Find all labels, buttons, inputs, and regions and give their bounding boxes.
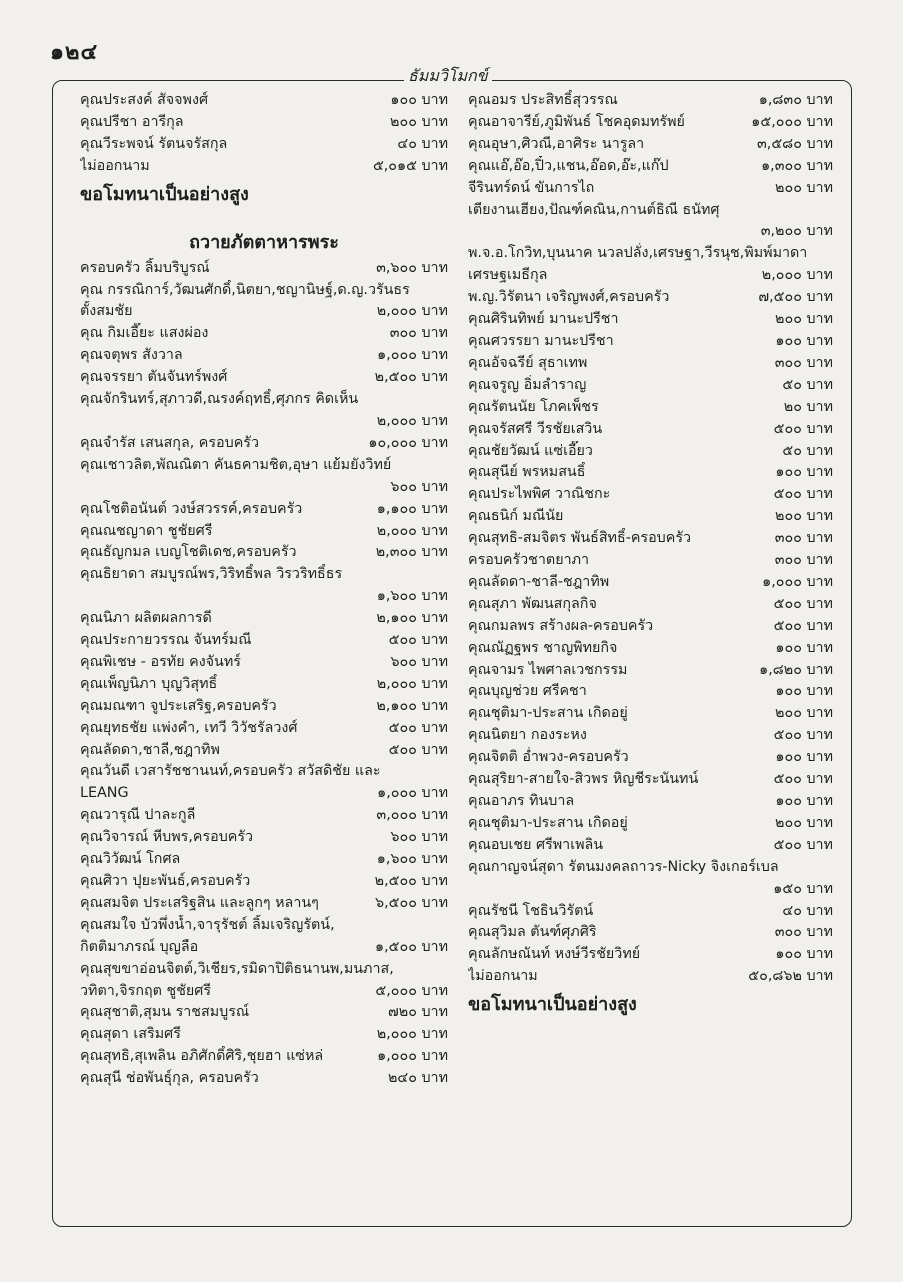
donor-row [468, 681, 833, 703]
donation-amount: ๒๐๐ บาท [775, 814, 833, 831]
donation-amount: ๓๐๐ บาท [774, 924, 833, 941]
donor-row [468, 90, 833, 112]
donor-row [80, 1024, 448, 1046]
donor-entry [468, 200, 833, 244]
donation-amount: ๕๐๐ บาท [773, 420, 833, 437]
donor-row [468, 703, 833, 725]
donation-amount: ๑,๕๐๐ บาท [375, 938, 448, 955]
donor-row [80, 630, 448, 652]
donation-amount: ๑๐๐ บาท [775, 793, 833, 809]
donation-amount: ๑๐๐ บาท [390, 92, 448, 108]
donation-amount: ๕๐ บาท [782, 442, 833, 459]
donation-amount: ๑,๖๐๐ บาท [376, 588, 448, 605]
donor-name: คุณวิวัฒน์ โกศล [80, 851, 181, 868]
donor-name: คุณจิตติ อ่ำพวง-ครอบครัว [468, 749, 629, 766]
donor-name: คุณณชญาดา ชูชัยศรี [80, 522, 213, 539]
donation-amount: ๒,๐๐๐ บาท [761, 267, 833, 284]
donation-amount: ๔๐ บาท [397, 135, 448, 152]
donor-row [468, 134, 833, 156]
donation-amount: ๒๐๐ บาท [775, 508, 833, 525]
donor-row [80, 608, 448, 630]
donor-row [468, 747, 833, 769]
donor-name: คุณสุดา เสริมศรี [80, 1026, 181, 1043]
donation-amount: ๕๐๐ บาท [773, 727, 833, 744]
donor-name: คุณเชาวลิต,พัณณิตา คันธคามชิต,อุษา แย้มยังวิทย์ [80, 456, 392, 473]
donor-name: เศรษฐเมธีกุล [468, 267, 548, 284]
donor-row [468, 178, 833, 200]
donor-name: คุณสมใจ บัวพึ่งน้ำ,จารุรัชต์ ลิ้มเจริญรัตน์, [80, 916, 335, 933]
donation-amount: ๓๐๐ บาท [774, 530, 833, 547]
donor-name: คุณสุขขาอ่อนจิตต์,วิเชียร,รมิดาปิติธนานพ,มนภาส, [80, 960, 394, 977]
left-column [80, 90, 448, 1090]
donor-row [80, 783, 448, 805]
donation-amount: ๒,๓๐๐ บาท [375, 544, 448, 561]
donor-row [468, 397, 833, 419]
donor-row [80, 849, 448, 871]
donor-row [80, 367, 448, 389]
donor-row [80, 521, 448, 543]
donor-name: คุณอาจารีย์,ภูมิพันธ์ โชคอุดมทรัพย์ [468, 113, 685, 130]
donor-name: คุณสุนี ช่อพันธุ์กุล, ครอบครัว [80, 1070, 259, 1087]
page-number: ๑๒๔ [50, 40, 99, 65]
donor-row [80, 156, 448, 178]
donor-name: คุณลัดดา,ชาลี,ชฎาทิพ [80, 741, 220, 758]
donor-name: คุณศิรินทิพย์ มานะปรีชา [468, 311, 619, 328]
donation-amount: ๕๐๐ บาท [773, 595, 833, 612]
section-heading: ถวายภัตตาหารพระ [189, 231, 339, 253]
donor-row [80, 981, 448, 1003]
donation-amount: ๓๐๐ บาท [774, 354, 833, 371]
donor-entry [80, 761, 448, 805]
donation-amount: ๗,๕๐๐ บาท [758, 289, 833, 306]
donor-name: คุณศวรรยา มานะปรีชา [468, 332, 614, 349]
donor-name: พ.จ.อ.โกวิท,บุนนาค นวลปลั่ง,เศรษฐา,วีรนุช,พิมพ์มาดา [468, 245, 808, 262]
donation-amount: ๓,๖๐๐ บาท [376, 259, 448, 276]
donor-entry [80, 280, 448, 324]
donor-row [468, 944, 833, 966]
donation-amount: ๒๐๐ บาท [775, 179, 833, 196]
donor-row [468, 265, 833, 287]
donation-amount: ๒,๕๐๐ บาท [374, 369, 448, 386]
donor-row [468, 725, 833, 747]
donor-row [80, 1046, 448, 1068]
donation-amount: ๑๐๐ บาท [775, 946, 833, 963]
donor-row [468, 287, 833, 309]
donation-amount: ๒,๐๐๐ บาท [376, 1026, 448, 1043]
donor-name: คุณประกายวรรณ จันทร์มณี [80, 632, 252, 649]
donor-name: LEANG [80, 785, 129, 802]
donation-amount: ๑๕,๐๐๐ บาท [751, 113, 833, 130]
donor-name: คุณสุนีย์ พรหมสนธิ์ [468, 464, 586, 481]
donor-name: คุณจำรัส เสนสกุล, ครอบครัว [80, 434, 259, 451]
donor-row [468, 462, 833, 484]
donation-amount: ๓,๕๘๐ บาท [757, 135, 833, 152]
donor-name: คุณสมจิต ประเสริฐสิน และลูกๆ หลานๆ [80, 894, 319, 911]
donor-name: คุณวารุณี ปาละกูลี [80, 807, 196, 824]
donor-row [80, 499, 448, 521]
donation-amount: ๑,๘๓๐ บาท [758, 92, 833, 108]
donation-amount: ๑๐๐ บาท [775, 639, 833, 656]
donor-name: กิตติมาภรณ์ บุญลือ [80, 938, 199, 955]
donation-amount: ๒,๑๐๐ บาท [376, 610, 448, 627]
donor-row [468, 419, 833, 441]
donation-amount: ๑๐๐ บาท [775, 683, 833, 700]
donation-amount: ๑๕๐ บาท [773, 880, 833, 897]
donor-entry [468, 243, 833, 287]
donor-row [80, 652, 448, 674]
donor-name: ครอบครัว ลิ้มบริบูรณ์ [80, 259, 210, 276]
donor-entry [80, 915, 448, 959]
donor-row [468, 901, 833, 923]
right-column [468, 90, 833, 1020]
donation-amount: ๗๒๐ บาท [388, 1004, 448, 1021]
donation-amount: ๒,๐๐๐ บาท [376, 675, 448, 692]
donor-name: คุณประสงค์ สัจจพงศ์ [80, 92, 209, 108]
donor-row [468, 375, 833, 397]
donor-row [468, 572, 833, 594]
donor-name: คุณอุษา,ศิวณี,อาศิระ นารูลา [468, 135, 645, 152]
donation-amount: ๑,๘๒๐ บาท [759, 661, 833, 678]
donation-amount: ๓๐๐ บาท [389, 325, 448, 342]
donor-name: คุณนิตยา กองระหง [468, 727, 587, 744]
donation-amount: ๒,๑๐๐ บาท [376, 697, 448, 714]
thanks-heading: ขอโมทนาเป็นอย่างสูง [80, 183, 249, 205]
donor-row [468, 791, 833, 813]
donation-amount: ๕๐ บาท [782, 376, 833, 393]
donor-entry [80, 959, 448, 1003]
donor-name: คุณอาภร ทินบาล [468, 793, 575, 809]
donation-amount: ๔๐ บาท [782, 902, 833, 919]
donation-amount: ๓,๒๐๐ บาท [760, 223, 833, 240]
donor-name: พ.ญ.วิรัตนา เจริญพงศ์,ครอบครัว [468, 289, 670, 306]
donor-name: คุณกาญจน์สุดา รัตนมงคลถาวร-Nicky จิงเกอร์เบล [468, 858, 779, 875]
donation-amount: ๑,๐๐๐ บาท [377, 347, 448, 364]
donor-name: คุณประไพพิศ วาณิชกะ [468, 486, 611, 503]
donor-name: คุณสุวิมล ตันฑ์ศุภศิริ [468, 924, 597, 941]
donation-amount: ๑,๐๐๐ บาท [377, 1048, 448, 1065]
header-title: ธัมมวิโมกข์ [404, 64, 492, 89]
donor-name: คุณธัญกมล เบญโชติเดช,ครอบครัว [80, 544, 297, 561]
donation-amount: ๒๐๐ บาท [775, 311, 833, 328]
donor-name: คุณแอ๊,อ๊อ,ปิ๋ว,แชน,อ๊อด,อ๊ะ,แก๊ป [468, 157, 669, 174]
donor-name: คุณจักรินทร์,สุภาวดี,ณรงค์ฤทธิ์,ศุภกร คิดเห็น [80, 391, 359, 408]
donor-name: คุณธิยาดา สมบูรณ์พร,วิริทธิ์พล วิรวริทธิ์ธร [80, 566, 343, 583]
donation-amount: ๑๐๐ บาท [775, 464, 833, 481]
donor-row [80, 1002, 448, 1024]
donation-amount: ๑๐,๐๐๐ บาท [368, 434, 448, 451]
donor-row [80, 134, 448, 156]
donor-name: คุณปรีชา อารีกุล [80, 113, 184, 130]
donor-name: ไม่ออกนาม [468, 968, 538, 985]
donor-name: คุณสุชาติ,สุมน ราชสมบูรณ์ [80, 1004, 250, 1021]
donor-row [80, 301, 448, 323]
donor-row [468, 506, 833, 528]
donation-amount: ๑,๑๐๐ บาท [376, 500, 448, 517]
donor-name: คุณอบเชย ศรีพาเพลิน [468, 836, 604, 853]
donor-entry [80, 389, 448, 433]
donor-row [80, 871, 448, 893]
donor-name: คุณสุทธิ-สมจิตร พันธ์สิทธิ์-ครอบครัว [468, 530, 692, 547]
donor-row [468, 550, 833, 572]
donation-amount: ๖๐๐ บาท [390, 653, 448, 670]
donor-name: วทิตา,จิรกฤต ชูชัยศรี [80, 982, 212, 999]
donor-name: คุณเพ็ญนิภา บุญวิสุทธิ์ [80, 675, 218, 692]
donor-name: คุณวิจารณ์ หีบพร,ครอบครัว [80, 829, 254, 846]
donation-amount: ๒,๐๐๐ บาท [376, 412, 448, 429]
donation-amount: ๕๐๐ บาท [773, 486, 833, 503]
donation-amount: ๕๐๐ บาท [773, 836, 833, 853]
donor-name: คุณโชติอนันต์ วงษ์สวรรค์,ครอบครัว [80, 500, 303, 517]
donor-row [468, 484, 833, 506]
donor-row [80, 345, 448, 367]
donor-row [80, 90, 448, 112]
donor-row [80, 433, 448, 455]
donor-row [468, 528, 833, 550]
donor-name: เตียงานเฮียง,ปัณฑ์คณิน,กานต์ธิณี ธนัทศุ [468, 201, 720, 218]
donor-name: คุณกมลพร สร้างผล-ครอบครัว [468, 617, 654, 634]
donation-amount: ๓,๐๐๐ บาท [376, 807, 448, 824]
donation-amount: ๑๐๐ บาท [775, 749, 833, 766]
donation-amount: ๒,๐๐๐ บาท [376, 303, 448, 320]
donor-name: คุณอัจฉรีย์ สุธาเทพ [468, 354, 588, 371]
donor-name: คุณจรูญ อิ่มลำราญ [468, 376, 587, 393]
donor-name: คุณจามร ไพศาลเวชกรรม [468, 661, 628, 678]
donor-row [468, 594, 833, 616]
donor-name: คุณมณฑา จูประเสริฐ,ครอบครัว [80, 697, 277, 714]
donor-row [468, 156, 833, 178]
donor-name: ครอบครัวชาตยาภา [468, 552, 590, 569]
donor-row [468, 769, 833, 791]
donor-entry [468, 857, 833, 901]
donor-name: คุณ กิมเอี๊ยะ แสงผ่อง [80, 325, 209, 342]
donor-name: คุณบุญช่วย ศรีคชา [468, 683, 587, 700]
donation-amount: ๕๐,๘๖๒ บาท [748, 968, 833, 985]
donation-amount: ๑,๖๐๐ บาท [376, 851, 448, 868]
donation-amount: ๒๐ บาท [783, 398, 833, 415]
donation-amount: ๕๐๐ บาท [773, 617, 833, 634]
donation-amount: ๕๐๐ บาท [773, 771, 833, 788]
donor-name: คุณชุติมา-ประสาน เกิดอยู่ [468, 814, 628, 831]
donor-name: คุณจตุพร สังวาล [80, 347, 183, 364]
donor-entry [80, 455, 448, 499]
donor-row [468, 331, 833, 353]
donor-name: คุณจรัสศรี วีรชัยเสวิน [468, 420, 603, 437]
donor-name: คุณสุทธิ,สุเพลิน อภิศักดิ์ศิริ,ชุยฮา แซ่หล่ [80, 1048, 324, 1065]
donation-amount: ๕๐๐ บาท [388, 741, 448, 758]
donor-row [468, 813, 833, 835]
donor-row [468, 441, 833, 463]
donor-row [80, 893, 448, 915]
donor-row [80, 696, 448, 718]
donation-amount: ๑,๐๐๐ บาท [762, 573, 833, 590]
donor-name: คุณชุติมา-ประสาน เกิดอยู่ [468, 705, 628, 722]
donor-name: คุณลัดดา-ชาลี-ชฎาทิพ [468, 573, 610, 590]
donor-row [468, 835, 833, 857]
donation-amount: ๕,๐๐๐ บาท [375, 982, 448, 999]
donor-name: ไม่ออกนาม [80, 157, 150, 174]
donor-name: คุณสุริยา-สายใจ-สิวพร หิญชีระนันทน์ [468, 771, 699, 788]
donor-row [80, 258, 448, 280]
donor-row [468, 309, 833, 331]
donor-row [468, 966, 833, 988]
donation-amount: ๑,๓๐๐ บาท [761, 157, 833, 174]
donation-amount: ๑๐๐ บาท [775, 332, 833, 349]
donor-row [80, 805, 448, 827]
donor-row [80, 323, 448, 345]
donor-row [468, 638, 833, 660]
donation-amount: ๒,๐๐๐ บาท [376, 522, 448, 539]
donor-row [80, 542, 448, 564]
donation-amount: ๖๐๐ บาท [390, 829, 448, 846]
donor-entry [80, 564, 448, 608]
donor-row [80, 112, 448, 134]
donor-row [468, 616, 833, 638]
donor-name: คุณรัตนนัย โภคเพ็ชร [468, 398, 599, 415]
donor-name: คุณรัชนี โชธินวิรัตน์ [468, 902, 594, 919]
donation-amount: ๕๐๐ บาท [388, 719, 448, 736]
donation-amount: ๕,๐๑๕ บาท [372, 157, 448, 174]
donation-amount: ๖,๕๐๐ บาท [375, 894, 448, 911]
thanks-heading: ขอโมทนาเป็นอย่างสูง [468, 994, 637, 1016]
donor-row [468, 353, 833, 375]
donor-name: คุณวีระพจน์ รัตนจรัสกุล [80, 135, 228, 152]
donor-name: คุณพิเชษ - อรทัย คงจันทร์ [80, 653, 241, 670]
donor-name: คุณณัฏฐพร ชาญพิทยกิจ [468, 639, 618, 656]
donor-row [468, 660, 833, 682]
donor-name: คุณธนิก์ มณีนัย [468, 508, 564, 525]
donation-amount: ๒๐๐ บาท [390, 113, 448, 130]
donor-name: คุณยุทธชัย แพ่งคำ, เทวี วิวัชรัลวงศ์ [80, 719, 298, 736]
donor-row [80, 1068, 448, 1090]
donation-amount: ๒๔๐ บาท [387, 1070, 448, 1087]
donor-row [80, 674, 448, 696]
donor-name: คุณชัยวัฒน์ แซ่เอี๊ยว [468, 442, 593, 459]
donation-amount: ๑,๐๐๐ บาท [377, 785, 448, 802]
donation-amount: ๒๐๐ บาท [775, 705, 833, 722]
donation-amount: ๖๐๐ บาท [390, 478, 448, 495]
donor-row [80, 937, 448, 959]
donor-name: คุณลักษณันท์ หงษ์วีรชัยวิทย์ [468, 946, 641, 963]
donor-name: คุณจรรยา ตันจันทร์พงศ์ [80, 369, 228, 386]
donor-row [468, 112, 833, 134]
donor-name: จีรินทร์ดน์ ขันการไถ [468, 179, 595, 196]
donor-name: คุณสุภา พัฒนสกุลกิจ [468, 595, 597, 612]
donor-row [80, 718, 448, 740]
donor-row [80, 740, 448, 762]
donor-name: คุณวันดี เวสารัชชานนท์,ครอบครัว สวัสดิชัย และ [80, 763, 381, 780]
donation-amount: ๕๐๐ บาท [388, 632, 448, 649]
donor-name: คุณนิภา ผลิตผลการดี [80, 610, 212, 627]
donation-amount: ๓๐๐ บาท [774, 552, 833, 569]
donor-row [80, 827, 448, 849]
donor-name: คุณ กรรณิการ์,วัฒนศักดิ์,นิตยา,ชญานิษฐ์,ด.ญ.วรันธร [80, 281, 410, 298]
donation-amount: ๒,๕๐๐ บาท [374, 873, 448, 889]
donor-name: ตั้งสมชัย [80, 303, 133, 320]
donor-name: คุณอมร ประสิทธิ์สุวรรณ [468, 92, 618, 108]
donor-row [468, 922, 833, 944]
donor-name: คุณศิวา ปุยะพันธ์,ครอบครัว [80, 873, 251, 889]
